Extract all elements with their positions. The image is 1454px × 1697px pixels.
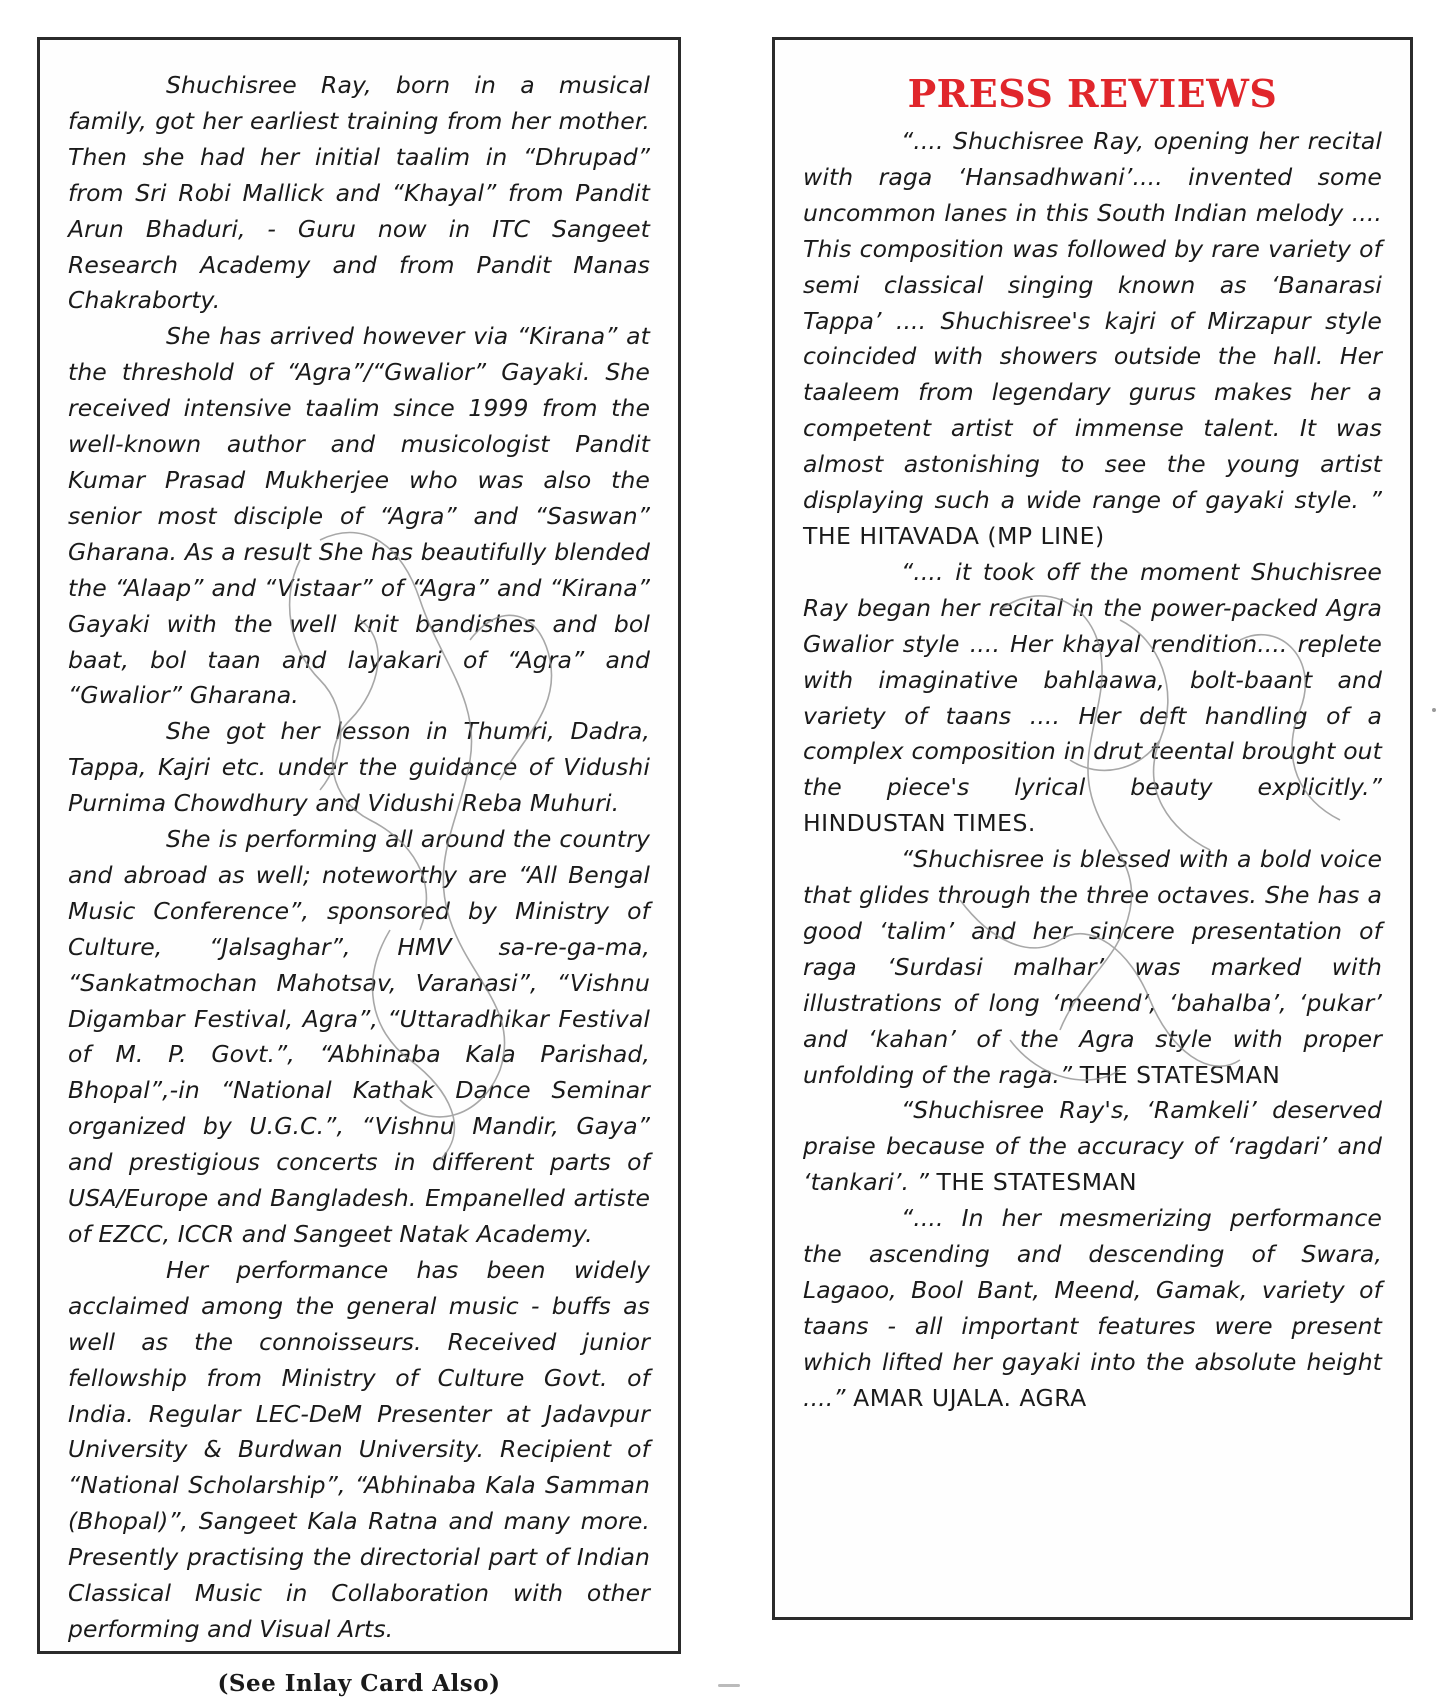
review-quote: “.... Shuchisree Ray, opening her recital with raga ‘Hansadhwani’.... invented some uncommon lanes in this South Indian melody .... This composition was followed by rare variety of semi classical singing known as ‘Banarasi Tappa’ .... Shuchisree's kajri of Mirzapur style coincided with showers outside the hall. Her taaleem from legendary gurus makes her a competent artist of immense talent. It was almost astonishing to see the young artist displaying such a wide range of gayaki style. ” — [803, 127, 1382, 515]
review-paragraph — [803, 1093, 1382, 1201]
review-source: AMAR UJALA. AGRA — [853, 1383, 1087, 1412]
bio-paragraph: She got her lesson in Thumri, Dadra, Tappa, Kajri etc. under the guidance of Vidushi Purnima Chowdhury and Vidushi Reba Muhuri. — [68, 717, 650, 818]
press-reviews-panel — [772, 37, 1413, 1620]
scan-speck — [718, 1684, 740, 1687]
review-paragraph — [803, 1201, 1382, 1416]
bio-paragraph: Her performance has been widely acclaimed among the general music - buffs as well as the connoisseurs. Received junior fellowship from Ministry of Culture Govt. of India. Regular LEC-DeM Presenter at Jadavpur University & Burdwan University. Recipient of “National Scholarship”, “Abhinaba Kala Samman (Bhopal)”, Sangeet Kala Ratna and many more. Presently practising the directorial part of Indian Classical Music in Collaboration with other performing and Visual Arts. — [68, 1255, 650, 1643]
scan-speck — [1432, 708, 1436, 712]
press-reviews-title: PRESS REVIEWS — [907, 71, 1278, 116]
review-source: THE STATESMAN — [936, 1168, 1138, 1197]
review-paragraph — [803, 555, 1382, 842]
review-paragraph — [803, 842, 1382, 1093]
bio-paragraph: She is performing all around the country and abroad as well; noteworthy are “All Bengal Music Conference”, sponsored by Ministry of Culture, “Jalsaghar”, HMV sa-re-ga-ma, “Sankatmochan Mahotsav, Varanasi”, “Vishnu Digambar Festival, Agra”, “Uttaradhikar Festival of M. P. Govt.”, “Abhinaba Kala Parishad, Bhopal”,-in “National Kathak Dance Seminar organized by U.G.C.”, “Vishnu Mandir, Gaya” and prestigious concerts in different parts of USA/Europe and Bangladesh. Empanelled artiste of EZCC, ICCR and Sangeet Natak Academy. — [68, 825, 650, 1248]
review-quote: “Shuchisree Ray's, ‘Ramkeli’ deserved praise because of the accuracy of ‘ragdari’ and ‘tankari’. ” — [803, 1096, 1382, 1197]
review-quote: “.... In her mesmerizing performance the ascending and descending of Swara, Lagaoo, Bool Bant, Meend, Gamak, variety of taans - all important features were present which lifted her gayaki into the absolute height ....” — [803, 1204, 1382, 1412]
review-paragraph — [803, 124, 1382, 555]
inlay-card-note: (See Inlay Card Also) — [217, 1669, 501, 1697]
review-quote: “Shuchisree is blessed with a bold voice that glides through the three octaves. She has a good ‘talim’ and her sincere presentation of raga ‘Surdasi malhar’ was marked with illustrations of long ‘meend’, ‘bahalba’, ‘pukar’ and ‘kahan’ of the Agra style with proper unfolding of the raga.” — [803, 845, 1382, 1089]
review-source: HINDUSTAN TIMES. — [803, 809, 1036, 838]
bio-paragraph: She has arrived however via “Kirana” at the threshold of “Agra”/“Gwalior” Gayaki. She received intensive taalim since 1999 from the well-known author and musicologist Pandit Kumar Prasad Mukherjee who was also the senior most disciple of “Agra” and “Saswan” Gharana. As a result She has beautifully blended the “Alaap” and “Vistaar” of “Agra” and “Kirana” Gayaki with the well knit bandishes and bol baat, bol taan and layakari of “Agra” and “Gwalior” Gharana. — [68, 322, 650, 710]
review-source: THE STATESMAN — [1079, 1060, 1281, 1089]
review-source: THE HITAVADA (MP LINE) — [803, 521, 1105, 550]
biography-panel — [37, 37, 681, 1697]
review-quote: “.... it took off the moment Shuchisree Ray began her recital in the power-packed Agra Gwalior style .... Her khayal rendition.... replete with imaginative bahlaawa, bolt-baant and variety of taans .... Her deft handling of a complex composition in drut teental brought out the piece's lyrical beauty explicitly.” — [803, 557, 1382, 802]
bio-paragraph: Shuchisree Ray, born in a musical family, got her earliest training from her mother. Then she had her initial taalim in “Dhrupad” from Sri Robi Mallick and “Khayal” from Pandit Arun Bhaduri, - Guru now in ITC Sangeet Research Academy and from Pandit Manas Chakraborty. — [68, 71, 650, 315]
